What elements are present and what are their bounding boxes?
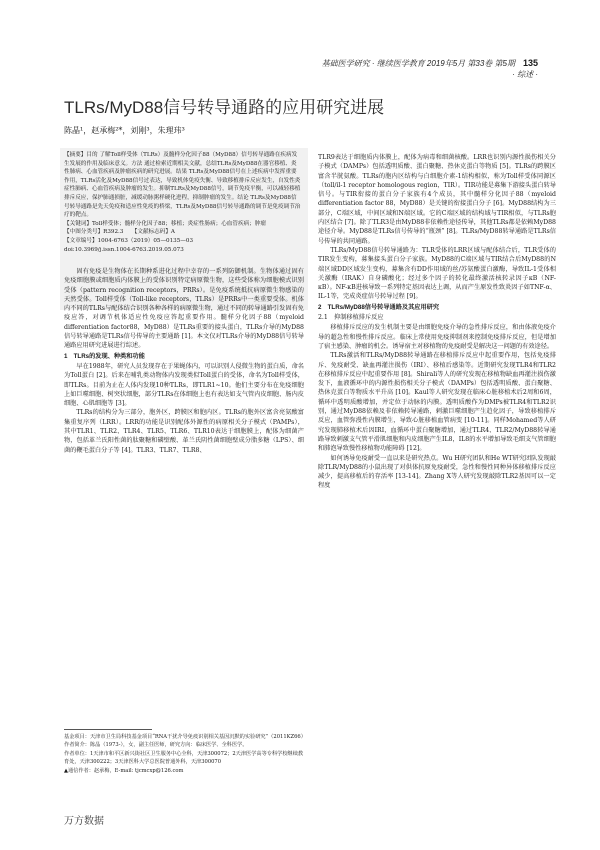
footnotes-block (64, 733, 304, 775)
abstract-line: doi:10.3969/j.issn.1004-6763.2019.05.073 (64, 246, 184, 253)
footnote-item: 基金项目：天津市卫生局科技基金项目“RNA干扰介导免疫识别相关基因沉默的实验研究”（2011KZ66） (64, 734, 306, 740)
article-category: · 综述 · (512, 70, 538, 79)
section-heading: 2 TLRs/MyD88信号转导通路及其应用研究 (318, 303, 440, 311)
body-paragraph: TLR9表达于细胞质内体膜上，配体为病毒和细菌核酸。LRR也识别内源性损伤相关分子模式（DAMPs）包括透明质酸、蛋白聚糖、热休克蛋白等物质 [5]。TLRs的跨膜区富含半胱氨酸。TLRs的胞内区结构与白细胞介素-1结构相似，称为Toll样受体同源区（toll/il-1 receptor homologous region，TIR）。TIR功能是募集下游接头蛋白转导信号。与TIR衔接的蛋白分子家族有4个成员，其中髓样分化因子88（myeloid differentiation factor 88，MyD88）是关键的衔接蛋白分子 [6]。MyD88结构为三部分，C端区域，中间区域和N端区域。它的C端区域的结构域与TIR相似，与TLRs胞内区结合 [7]。除了TLR3是由MyD88非依赖性途径传导，其他TLRs都是依赖MyD88途径介导。MyD88是TLRs信号传导的“瓶颈” [8]。TLRs/MyD88转导通路是TLRs信号传导的共同通路。 (318, 154, 556, 245)
body-paragraph: 早在1988年，研究人员发现存在于果蝇体内，可以识别人侵微生物的蛋白质，命名为Toll蛋白 [2]。后来在哺乳类动物体内发现类似Toll蛋白的受体，命名为Toll样受体，即TLRs。目前为止在人体内发现10种TLRs，即TLR1~10。他们主要分布在免疫细胞上如巨噬细胞、树突状细胞，部分TLRs在体细胞上也有表达如支气管内皮细胞、肠内皮细胞、心肌细胞等 [3]。 (64, 362, 304, 408)
abstract-line: 【摘要】目的 了解Toll样受体（TLRs）及髓样分化因子88（MyD88）信号转导通路在疾病发生发展的作用及临床意义。方法 通过检索近期相关文献，总结TLRs及MyD88在器官移植、炎性肺病、心血管疾病及肿瘤疾病的研究进展。结果 TLRs及MyD88信号在上述疾病中发挥重要作用，TLRs活化及MyD88信号过表达，导致机体免疫失衡、导致移植排斥反应发生，自发性炎症性肺病、心血管疾病及肿瘤的发生。抑制TLRs及MyD88信号，调节免疫平衡，可以减轻移植排斥反应，保护肺通损脏，减缓动脉粥样硬化进程，抑制肿瘤的发生。结论 TLRs及MyD88信号转导通路是先天免疫和适应性免疫的桥梁，TLRs及MyD88信号转导通路的调节是免疫调节治疗的靶点。 (64, 152, 301, 219)
abstract-block (64, 151, 302, 254)
running-header (322, 58, 538, 80)
page-number: 135 (522, 58, 538, 68)
body-paragraph: TLRs/MyD88信号转导通路为：TLR受体的LRR区域与配体结合后，TLR受体的TIR发生变构，募集接头蛋白分子家族。MyD88的C端区域与TIR结合后MyD88的N端区域DD区域发生变构，募集含有DD作用域的丝/苏氨酸蛋白激酶，导致IL-1受体相关激酶（IRAK）自身磷酸化；经过多个因子的转化最终激活核转录因子κB（NF-κB）。NF-κB进核导致一系列特定基因表达上调，从而产生原发性致炎因子如TNF-α、IL-1等，完成炎症信号转导过程 [9]。 (318, 246, 556, 301)
body-paragraph: 移植排斥反应的发生机制主要是由细胞免疫介导的急性排斥反应，和由体液免疫介导的超急性和慢性排斥反应。临床上常使用免疫抑制剂来控制免疫排斥反应，但是增加了宿主感染、肿瘤的机会。诱导宿主对移植物的免疫耐受是解决这一问题的有效途径。 (318, 324, 556, 350)
abstract-line: 【文章编号】1004-6763（2019）05—0135—03 (64, 237, 194, 244)
journal-info: 基础医学研究 · 继续医学教育 2019年5月 第33卷 第5期 (321, 59, 515, 68)
body-paragraph: TLRs激活和TLRs/MyD88转导通路在移植排斥反应中起重要作用，包括免疫排斥、免疫耐受、缺血再灌注损伤（IRI）、移植后感染等。近期研究发现TLR4和TLR2在移植排斥反应中起重要作用 [8]。Shirali等人的研究发现在移植物缺血再灌注损伤激发下，血液循环中的内源性损伤相关分子模式（DAMPs）包括透明质酸、蛋白聚糖、热休克蛋白等物质水平升高 [10]。Kaul等人研究发现在临床心脏移植术后2周和6周，循环中透明质酸增加，并定位于动脉的内膜。透明质酸作为DMPs被TLR4和TLR2识别，通过MyD88依赖及非依赖转导通路，刺激巨噬细胞产生趋化因子，导致移植排斥反应，血管弥漫性内膜增生，导致心脏移植血管病变 [10-11]。同样Mohamed等人研究发现肺移植术后因IRI，血循环中蛋白聚糖增加，通过TLR4、TLR2/MyD88转导通路导致刺激支气管平滑肌细胞和内皮细胞产生IL8，IL8的水平增加导致毛细支气管细胞和肺泡导致慢性移植物功能障碍 [12]。 (318, 352, 556, 453)
abstract-line: 【关键词】Toll样受体；髓样分化因子88；移植；炎症性肠病；心血管疾病；肿瘤 (64, 220, 266, 227)
body-paragraph: TLRs的结构分为三部分，胞外区，跨膜区和胞内区。TLRs的胞外区富含亮氨酸富集重复序列（LRR）。LRR的功能是识别配体外源性的病原相关分子模式（PAMPs），其中TLR1、TLR2、TLR4、TLR5、TLR6、TLR10表达于细胞膜上，配体为细菌产物，包括革兰氏阳性菌的肽聚糖和磷壁酸、革兰氏阴性菌细胞壁成分脂多糖（LPS）、细菌的鞭毛蛋白分子等 [4]。TLR3、TLR7、TLR8、 (64, 409, 304, 454)
article-title: TLRs/MyD88信号转导通路的应用研究进展 (64, 98, 385, 117)
abstract-line: 【中图分类号】R392.3 【文献标志码】A (64, 229, 175, 236)
subsection-heading: 2.1 抑制移植排斥反应 (318, 314, 384, 322)
author-list: 陈晶¹，赵承梅²*，刘刚³，朱理玮³ (64, 126, 185, 135)
right-body-column (318, 153, 556, 491)
body-paragraph: 如何诱导免疫耐受一直以来是研究热点。Wu H研究团队和He WT研究团队发现敲除TLR/MyD88的小鼠出现了对供体抗原免疫耐受，急性和慢性同种异体移植排斥反应减少，提高移植后的存活率 [13-14]。Zhang X等人研究发现敲除TLR2基因可以一定程度 (318, 454, 556, 490)
footnote-item: ▲通信作者：赵承梅，E-mail: tjcmcxp@126.com (64, 767, 184, 774)
body-paragraph: 固有免疫是生物体在长期种系进化过程中幸存的一系列防御机制。生物体通过固有免疫细胞膜或细胞质内体膜上的受体识别特定病原微生物，这些受体称为细胞模式识别受体（pattern recognition receptors，PRRs）。是免疫系统抵抗病原微生物感染的天然受体。Toll样受体（Toll-like receptors，TLRs）是PRRs中一类重要受体。机体内不同的TLRs与配体结合识别各种各样的病原微生物，通过不同的转导通路引发固有免疫应答，对调节机体适应性免疫应答起重要作用。髓样分化因子88（myeloid differentiation factor88，MyD88）是TLRs重要的接头蛋白，TLRs介导的MyD88信号转导通路是TLRs信号传导的主要通路 [1]。本文仅对TLRs介导的MyD88信号转导通路应用研究进展进行综述。 (64, 268, 304, 350)
footnote-item: 作者简介：陈晶（1973-），女，副主任医师，研究方向：临床医学、全科医学。 (64, 742, 248, 749)
section-heading: 1 TLRs的发现、种类和功能 (64, 352, 145, 360)
footnote-rule (64, 729, 152, 730)
left-body-column (64, 267, 304, 455)
footnote-item: 作者单位：1天津市和平区新兴街社区卫生服务中心全科，天津300072；2天津医学高等专科学校继续教育处，天津300222；3天津医科大学总医院普通外科，天津300070 (64, 750, 304, 766)
wanfang-watermark: 万方数据 (64, 816, 104, 827)
